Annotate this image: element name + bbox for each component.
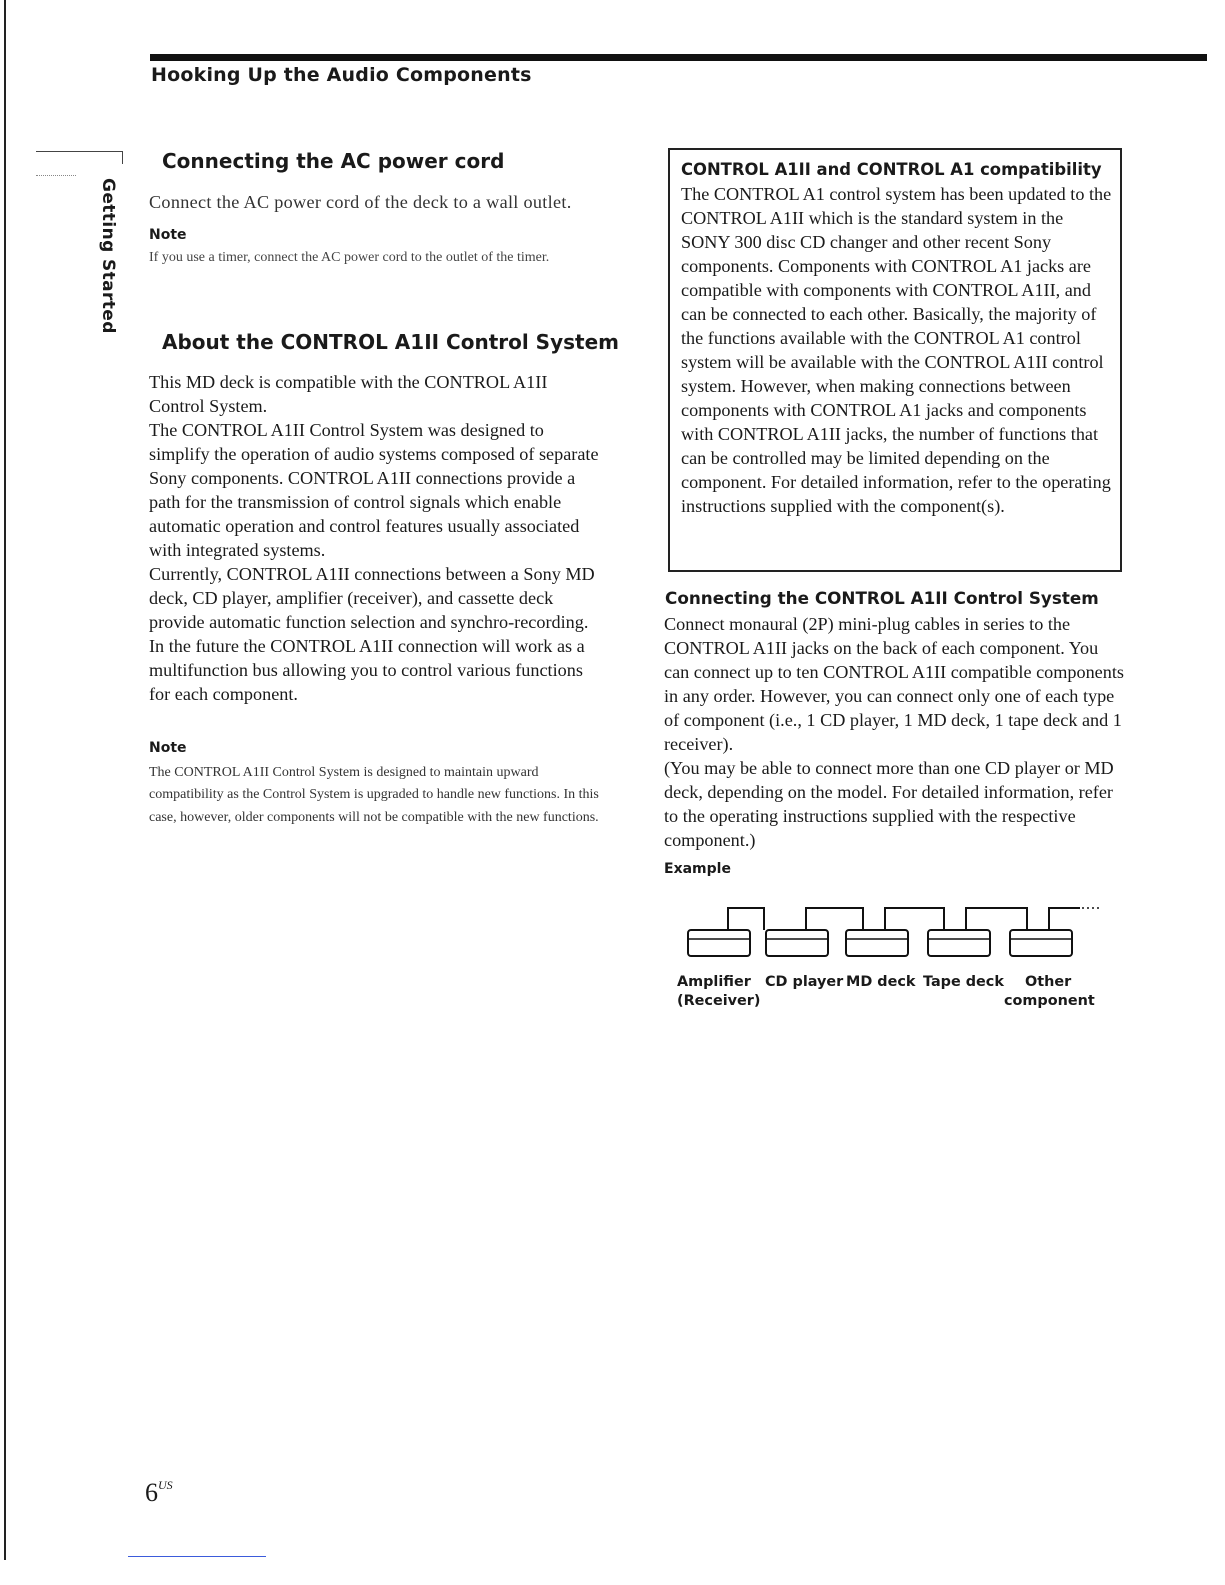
page-number bbox=[145, 1478, 173, 1508]
compatibility-body: The CONTROL A1 control system has been updated to the CONTROL A1II which is the standard system in the SONY 300 disc CD changer and other recent Sony components. Components with CONTROL A1 jacks are compatible with components with CONTROL A1II, and can be connected to each other. Basically, the majority of the functions available with the CONTROL A1 control system will be available with the CONTROL A1II control system. However, when making connections between components with CONTROL A1 jacks and components with CONTROL A1II jacks, the number of functions that can be controlled may be limited depending on the component. For detailed information, refer to the operating instructions supplied with the component(s). bbox=[681, 184, 1112, 516]
tab-bracket bbox=[36, 151, 123, 164]
compatibility-title: CONTROL A1II and CONTROL A1 compatibility bbox=[681, 160, 1102, 179]
diagram-label-md-deck: MD deck bbox=[846, 974, 916, 990]
tape-deck-unit bbox=[928, 930, 990, 956]
amplifier-unit bbox=[688, 930, 750, 956]
section-title-control-system: About the CONTROL A1II Control System bbox=[162, 330, 619, 354]
bottom-link-underline bbox=[128, 1556, 266, 1557]
paragraph: Currently, CONTROL A1II connections between a Sony MD deck, CD player, amplifier (receiver), and cassette deck provide automatic function selection and synchro-recording. bbox=[149, 564, 595, 632]
page-number-suffix: US bbox=[158, 1478, 173, 1492]
paragraph: (You may be able to connect more than one CD player or MD deck, depending on the model. For detailed information, refer to the operating instructions supplied with the respective component.) bbox=[664, 758, 1114, 850]
diagram-label-tape-deck: Tape deck bbox=[923, 974, 1004, 990]
header-rule bbox=[150, 54, 1207, 61]
note-heading: Note bbox=[149, 740, 187, 756]
md-deck-unit bbox=[846, 930, 908, 956]
cable-3 bbox=[885, 908, 944, 930]
paragraph: This MD deck is compatible with the CONTROL A1II Control System. bbox=[149, 372, 548, 416]
cd-player-unit bbox=[766, 930, 828, 956]
note-heading: Note bbox=[149, 227, 187, 243]
section-body-ac-power: Connect the AC power cord of the deck to a wall outlet. bbox=[149, 192, 572, 212]
paragraph: In the future the CONTROL A1II connection will work as a multifunction bus allowing you to control various functions for each component. bbox=[149, 636, 585, 704]
section-title-connecting-control: Connecting the CONTROL A1II Control System bbox=[665, 588, 1099, 608]
diagram-label-cd-player: CD player bbox=[765, 974, 844, 990]
side-tab-label: Getting Started bbox=[98, 178, 118, 334]
note-text: If you use a timer, connect the AC power cord to the outlet of the timer. bbox=[149, 250, 550, 265]
diagram-label-other: Other bbox=[1025, 974, 1072, 990]
diagram-label-receiver: (Receiver) bbox=[677, 993, 761, 1009]
diagram-label-amplifier: Amplifier bbox=[677, 974, 751, 990]
example-label: Example bbox=[664, 861, 731, 877]
section-body-control-system bbox=[149, 370, 601, 706]
paragraph: Connect monaural (2P) mini-plug cables in series to the CONTROL A1II jacks on the back of each component. You can connect up to ten CONTROL A1II compatible components in any order. However, you can connect only one of each type of component (i.e., 1 CD player, 1 MD deck, 1 tape deck and 1 receiver). bbox=[664, 614, 1124, 754]
header-title: Hooking Up the Audio Components bbox=[151, 64, 532, 86]
tab-bracket-dots bbox=[36, 175, 76, 176]
note-text: The CONTROL A1II Control System is designed to maintain upward compatibility as the Control System is upgraded to handle new functions. In this case, however, older components will not be compatible with the new functions. bbox=[149, 765, 599, 825]
page-number-value: 6 bbox=[145, 1478, 158, 1507]
other-component-unit bbox=[1010, 930, 1072, 956]
section-title-ac-power: Connecting the AC power cord bbox=[162, 149, 505, 173]
paragraph: The CONTROL A1II Control System was designed to simplify the operation of audio systems composed of separate Sony components. CONTROL A1II connections provide a path for the transmission of control signals which enable automatic operation and control features usually associated with integrated systems. bbox=[149, 420, 599, 560]
cable-1 bbox=[728, 908, 764, 930]
cable-5 bbox=[1049, 908, 1080, 930]
cable-2 bbox=[806, 908, 863, 930]
section-body-connecting-control bbox=[664, 612, 1124, 852]
page-edge-line bbox=[4, 0, 6, 1560]
compatibility-box bbox=[668, 148, 1122, 572]
cable-4 bbox=[966, 908, 1027, 930]
diagram-label-component: component bbox=[1004, 993, 1095, 1009]
connection-diagram bbox=[672, 892, 1112, 970]
